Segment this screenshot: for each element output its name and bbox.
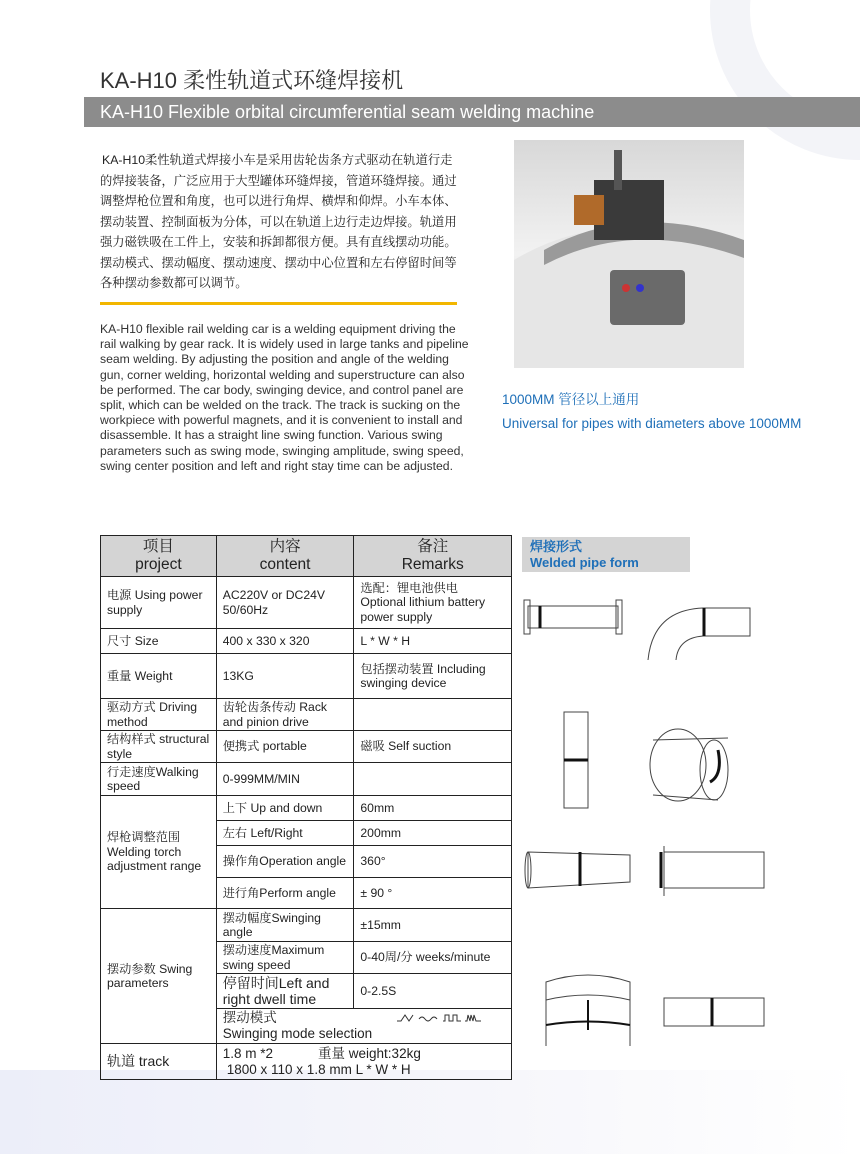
description-zh: KA-H10柔性轨道式焊接小车是采用齿轮齿条方式驱动在轨道行走的焊接装备，广泛应用于大型罐体环缝焊接，管道环缝焊接。通过调整焊枪位置和角度，也可以进行角焊、横焊和仰焊。小车本体、摆动装置、控制面板为分体，可以在轨道上边行走边焊接。轨道用强力磁铁吸在工件上，安装和拆卸都很方便。具有直线摆动功能。摆动模式、摆动幅度、摆动速度、摆动中心位置和左右停留时间等各种摆动参数都可以调节。 [100,153,457,290]
table-cell: Swinging mode selection [222,1026,373,1041]
table-cell: 备注 [417,538,449,555]
table-cell: 尺寸 Size [101,629,217,654]
table-cell: 磁吸 Self suction [354,731,512,763]
table-cell: 轨道 track [101,1044,217,1080]
subtitle-band: KA-H10 Flexible orbital circumferential seam welding machine [84,97,860,127]
table-cell [216,1044,511,1080]
table-cell: 摆动参数 Swing parameters [101,909,217,1044]
table-cell: 电源 Using power supply [101,577,217,629]
table-cell: 200mm [354,821,512,846]
table-cell: 齿轮齿条传动 Rack and pinion drive [216,699,354,731]
table-cell: 操作角Operation angle [216,846,354,878]
weld-form-header [522,537,690,572]
table-row [101,1044,512,1080]
table-cell [216,536,354,577]
pipe-note-en: Universal for pipes with diameters above 1000MM [502,415,802,431]
straight-pipe-diagram [524,600,622,634]
table-row [101,909,512,942]
table-row [101,731,512,763]
table-cell: Welded pipe form [530,555,639,570]
flange-pipe-diagram [661,846,764,896]
background-decoration [0,1070,860,1154]
tank-diagram [546,975,630,1046]
table-cell: 包括摆动装置 Including swinging device [354,654,512,699]
table-cell: 上下 Up and down [216,796,354,821]
table-cell: 结构样式 structural style [101,731,217,763]
swing-mode-waveforms-icon [395,1013,490,1023]
divider [100,302,457,305]
table-cell: ± 90 ° [354,878,512,909]
table-cell: content [259,556,311,573]
table-row [101,796,512,821]
table-cell: AC220V or DC24V 50/60Hz [216,577,354,629]
table-cell: 重量 weight:32kg [318,1045,421,1061]
table-cell: 焊接形式 [530,539,583,554]
table-cell: 摆动模式 [222,1010,277,1025]
table-cell [354,536,512,577]
table-cell: 400 x 330 x 320 [216,629,354,654]
table-cell: 行走速度Walking speed [101,763,217,796]
corner-decoration [700,0,860,160]
table-cell: 重量 Weight [101,654,217,699]
table-cell: 0-2.5S [354,974,512,1009]
table-cell: ±15mm [354,909,512,942]
page-title: KA-H10 柔性轨道式环缝焊接机 [100,68,404,93]
table-row [101,629,512,654]
table-cell: 便携式 portable [216,731,354,763]
table-cell [101,536,217,577]
table-cell: project [135,556,182,573]
table-cell: 进行角Perform angle [216,878,354,909]
oblique-pipe-diagram [650,729,728,801]
cone-pipe-diagram [525,852,630,888]
table-cell [354,763,512,796]
pipe-note [502,388,802,435]
table-cell [354,699,512,731]
table-cell: 360° [354,846,512,878]
table-cell: 内容 [269,538,301,555]
table-cell: 左右 Left/Right [216,821,354,846]
spec-table [100,535,512,1080]
table-cell: 13KG [216,654,354,699]
table-cell: 0-999MM/MIN [216,763,354,796]
table-row [101,763,512,796]
table-cell: 选配：锂电池供电 Optional lithium battery power supply [354,577,512,629]
table-cell: 60mm [354,796,512,821]
vertical-pipe-diagram [564,712,588,808]
table-cell: 驱动方式 Driving method [101,699,217,731]
table-cell: Remarks [401,556,464,573]
pipe-note-zh: 1000MM 管径以上通用 [502,392,640,407]
table-cell: 停留时间Left and right dwell time [216,974,354,1009]
table-cell [216,1009,511,1044]
table-row [101,654,512,699]
table-cell: L * W * H [354,629,512,654]
table-cell: 摆动幅度Swinging angle [216,909,354,942]
table-cell: 项目 [142,538,174,555]
description-en: KA-H10 flexible rail welding car is a welding equipment driving the rail walking by gear rack. It is widely used in large tanks and pipeline seam welding. By adjusting the position and angle of the welding gun, corner welding, horizontal welding and superstructure can also be performed. The car body, swinging device, and control panel are split, which can be welded on the track. The track is sucking on the workpiece with powerful magnets, and it is convenient to install and disassemble. It has a straight line swing function. Various swing parameters such as swing mode, swinging amplitude, swing speed, swing center position and left and right stay time can be adjusted. [100,322,469,473]
table-cell: 摆动速度Maximum swing speed [216,942,354,974]
table-cell: 0-40周/分 weeks/minute [354,942,512,974]
table-row [101,699,512,731]
product-photo [514,140,744,368]
table-cell: 1.8 m *2 [222,1045,274,1061]
welded-pipe-form-diagrams [518,590,768,1050]
table-cell: 焊枪调整范围 Welding torch adjustment range [101,796,217,909]
butt-pipe-diagram [664,998,764,1026]
table-header [101,536,512,577]
table-row [101,577,512,629]
elbow-pipe-diagram [648,608,750,660]
table-cell: 1800 x 110 x 1.8 mm L * W * H [226,1061,411,1077]
